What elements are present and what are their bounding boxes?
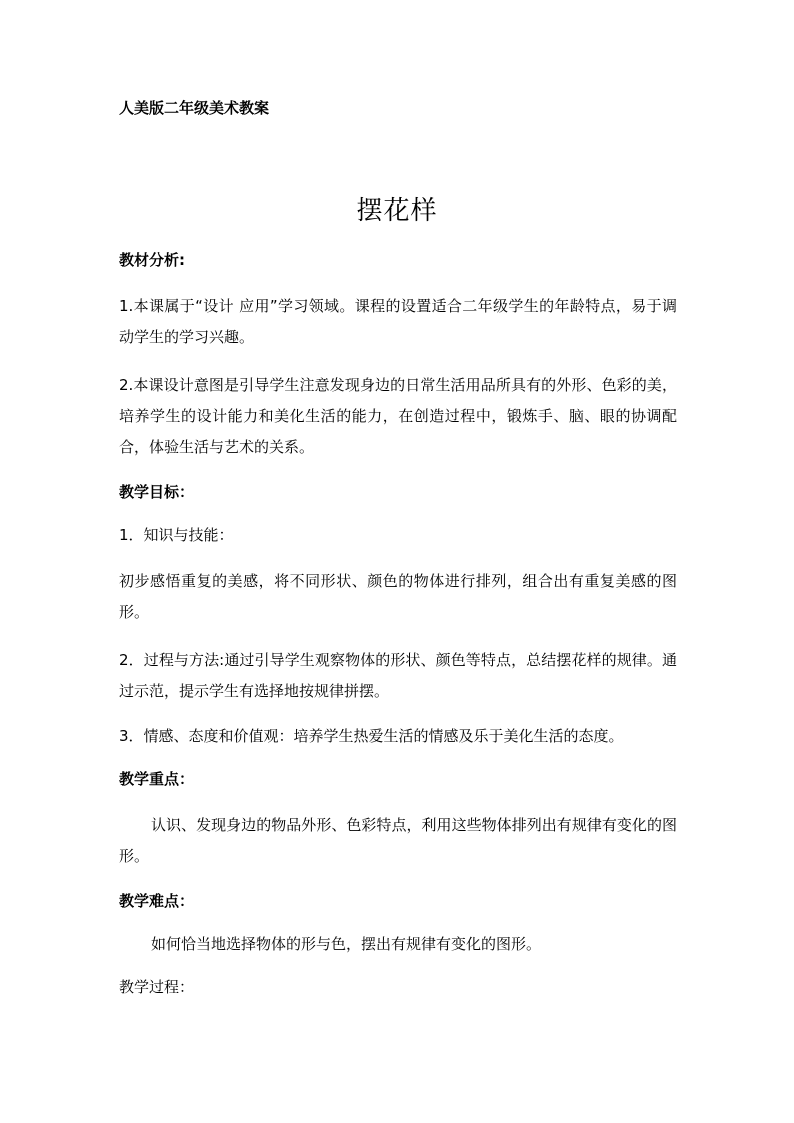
key-points-heading: 教学重点：	[119, 770, 195, 788]
analysis-heading: 教材分析:	[119, 251, 185, 269]
analysis-paragraph-1: 1.本课属于“设计 应用”学习领域。课程的设置适合二年级学生的年龄特点，易于调动学生的学习兴趣。	[119, 297, 677, 346]
goal-1-text: 初步感悟重复的美感，将不同形状、颜色的物体进行排列，组合出有重复美感的图形。	[119, 572, 677, 621]
key-points-text: 认识、发现身边的物品外形、色彩特点，利用这些物体排列出有规律有变化的图形。	[119, 816, 677, 865]
process-heading: 教学过程：	[119, 978, 195, 996]
analysis-paragraph-2: 2.本课设计意图是引导学生注意发现身边的日常生活用品所具有的外形、色彩的美，培养学生的设计能力和美化生活的能力，在创造过程中，锻炼手、脑、眼的协调配合，体验生活与艺术的关系。	[119, 376, 677, 456]
goal-1-title: 1．知识与技能：	[119, 526, 234, 544]
goals-heading: 教学目标：	[119, 483, 195, 501]
document-body	[119, 248, 677, 1018]
goal-3-text: 3．情感、态度和价值观：培养学生热爱生活的情感及乐于美化生活的态度。	[119, 727, 624, 745]
document-header: 人美版二年级美术教案	[119, 99, 270, 117]
difficulty-heading: 教学难点：	[119, 892, 195, 910]
goal-2-text: 2．过程与方法:通过引导学生观察物体的形状、颜色等特点，总结摆花样的规律。通过示范，提示学生有选择地按规律拼摆。	[119, 651, 677, 700]
document-title: 摆花样	[356, 196, 438, 226]
difficulty-text: 如何恰当地选择物体的形与色，摆出有规律有变化的图形。	[151, 935, 542, 953]
